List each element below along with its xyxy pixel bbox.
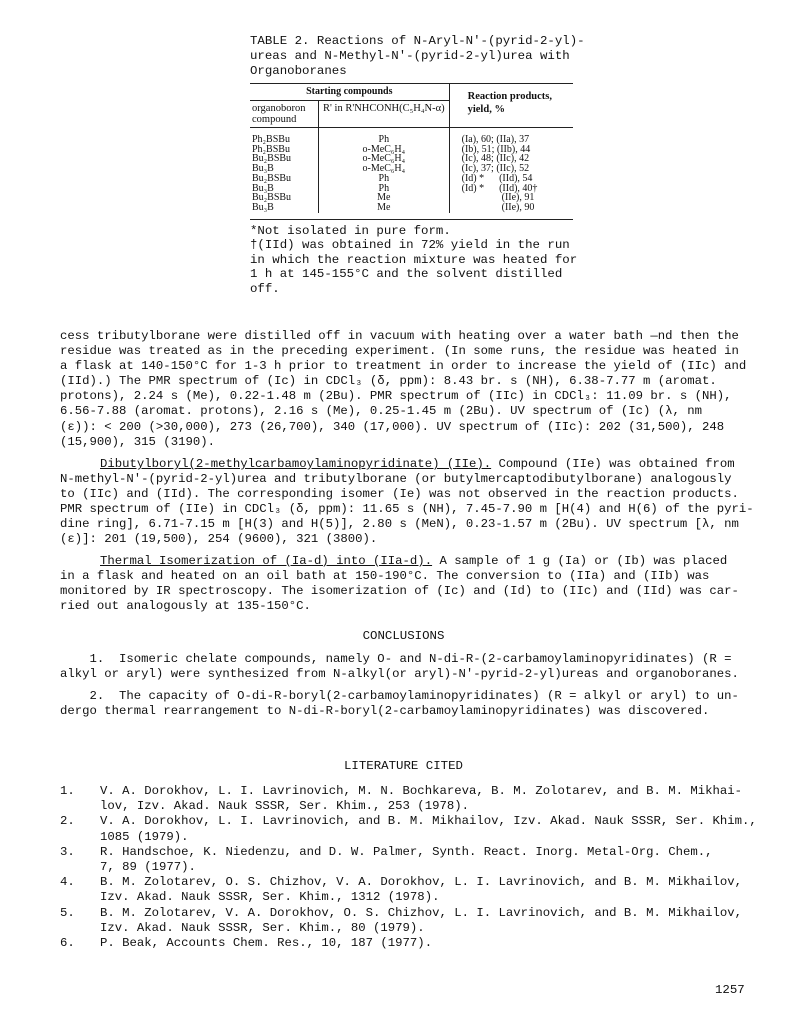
reference-line: 1085 (1979). (100, 829, 189, 844)
text-line: ried out analogously at 135-150°C. (60, 599, 311, 614)
reference-list (60, 784, 780, 951)
header-reaction-products (449, 84, 573, 128)
text-line: a flask at 140-150°C for 1-3 h prior to treatment in order to increase the yield of (IIc) and (60, 359, 747, 374)
caption-line: TABLE 2. Reactions of N-Aryl-N'-(pyrid-2-yl)- (250, 34, 585, 48)
reference-line: B. M. Zolotarev, O. S. Chizhov, V. A. Dorokhov, L. I. Lavrinovich, and B. M. Mikhailov, (100, 875, 743, 890)
footnote-line: in which the reaction mixture was heated for (250, 252, 578, 267)
footnote-line: off. (250, 282, 280, 296)
conclusion-2 (60, 689, 774, 719)
reference-line: Izv. Akad. Nauk SSSR, Ser. Khim., 80 (1979). (100, 920, 425, 935)
text-line: 2. The capacity of O-di-R-boryl(2-carbamoylaminopyridinates) (R = alkyl or aryl) to un- (60, 689, 739, 703)
footnote-line: *Not isolated in pure form. (250, 223, 451, 238)
header-organoboron-line: organoboron (252, 103, 306, 114)
text-line: (IId).) The PMR spectrum of (Ic) in CDCl₃ (δ, ppm): 8.43 br. s (NH), 6.38-7.77 m (aromat. (60, 374, 717, 389)
table-2 (250, 34, 585, 297)
footnote-line: 1 h at 145-155°C and the solvent distilled (250, 267, 563, 282)
page-number: 1257 (715, 983, 745, 997)
column-products: (Ia), 60; (IIa), 37 (Ib), 51; (IIb), 44 (Ic), 48; (IIc), 42 (Ic), 37; (IIc), 52 (Id) * (IId), 54 (Id) * (IId), 40† (IIe), 91 (IIe), 90 (461, 134, 538, 213)
header-products-line: Reaction products, (467, 91, 552, 102)
reference-item (60, 845, 780, 875)
reference-line: P. Beak, Accounts Chem. Res., 10, 187 (1977). (100, 936, 433, 951)
header-products-line: yield, % (467, 104, 505, 115)
conclusion-1 (60, 652, 774, 682)
paragraph-experimental (60, 329, 774, 450)
text-line: protons), 2.24 s (Me), 0.22-1.48 m (2Bu). PMR spectrum of (IIc) in CDCl₃: 11.09 br. s (NH), (60, 389, 732, 404)
text-line: to (IIc) and (IId). The corresponding isomer (Ie) was not observed in the reaction products. (60, 487, 739, 502)
section-title: Dibutylboryl(2-methylcarbamoylaminopyridinate) (IIe). (100, 457, 492, 471)
text-line: dine ring], 6.71-7.15 m [H(3) and H(5)], 2.80 s (MeN), 0.23-1.57 m (2Bu). UV spectrum [λ, nm (60, 517, 739, 532)
reference-number: 6. (60, 936, 75, 951)
column-r-substituent: Ph o-MeC₆H₄ o-MeC₆H₄ o-MeC₆H₄ Ph Ph Me Me (319, 128, 450, 213)
reference-line: V. A. Dorokhov, L. I. Lavrinovich, and B. M. Mikhailov, Izv. Akad. Nauk SSSR, Ser. Khim., (100, 814, 757, 829)
text-span: A sample of 1 g (Ia) or (Ib) was placed (432, 554, 728, 568)
text-line: 6.56-7.88 (aromat. protons), 2.16 s (Me), 0.25-1.45 m (2Bu). UV spectrum of (Ic) (λ, nm (60, 404, 703, 419)
reference-line: R. Handschoe, K. Niedenzu, and D. W. Palmer, Synth. React. Inorg. Metal-Org. Chem., (100, 844, 713, 859)
paragraph-thermal-isomerization (60, 554, 774, 614)
reference-line: V. A. Dorokhov, L. I. Lavrinovich, M. N. Bochkareva, B. M. Zolotarev, and B. M. Mikhai- (100, 784, 743, 798)
text-line: alkyl or aryl) were synthesized from N-alkyl(or aryl)-N'-pyrid-2-yl)ureas and organoboranes. (60, 667, 739, 682)
text-line: (15,900), 315 (3190). (60, 434, 215, 449)
header-r-substituent: R' in R'NHCONH(C₅H₄N-α) (319, 101, 450, 128)
text-line: N-methyl-N'-(pyrid-2-yl)urea and tributylborane (or butylmercaptodibutylborane) analogously (60, 472, 732, 487)
text-span: Compound (IIe) was obtained from (491, 457, 735, 471)
caption-line: Organoboranes (250, 64, 347, 78)
reference-number: 4. (60, 875, 75, 890)
reference-item (60, 784, 780, 814)
text-line: cess tributylborane were distilled off in vacuum with heating over a water bath —nd then the (60, 329, 739, 343)
text-line: dergo thermal rearrangement to N-di-R-boryl(2-carbamoylaminopyridinates) was discovered. (60, 704, 710, 719)
table-footnotes (250, 224, 580, 297)
reference-item (60, 814, 780, 844)
reference-line: 7, 89 (1977). (100, 860, 196, 875)
header-organoboron-line: compound (252, 114, 297, 125)
literature-heading: LITERATURE CITED (344, 759, 463, 773)
reference-number: 2. (60, 814, 75, 829)
text-line: monitored by IR spectroscopy. The isomerization of (Ic) and (Id) to (IIc) and (IId) was car- (60, 584, 739, 599)
text-line (60, 457, 774, 472)
text-line: 1. Isomeric chelate compounds, namely O- and N-di-R-(2-carbamoylaminopyridinates) (R = (60, 652, 732, 666)
conclusions-heading: CONCLUSIONS (362, 629, 445, 643)
text-line: (ε)): < 200 (>30,000), 273 (26,700), 340 (17,000). UV spectrum of (IIc): 202 (31,500), 248 (60, 419, 725, 434)
section-title: Thermal Isomerization of (Ia-d) into (IIa-d). (100, 554, 433, 568)
table-bottom-rule (250, 213, 573, 220)
footnote-line: †(IId) was obtained in 72% yield in the run (250, 238, 570, 253)
reaction-table (250, 83, 573, 220)
table-caption (250, 34, 585, 79)
reference-number: 3. (60, 844, 75, 859)
reference-number: 1. (60, 784, 75, 798)
header-starting-compounds: Starting compounds (250, 84, 449, 101)
text-line (60, 554, 774, 569)
text-line: PMR spectrum of (IIe) in CDCl₃ (δ, ppm): 11.65 s (NH), 7.45-7.90 m [H(4) and H(6) of the pyri- (60, 502, 754, 517)
paragraph-dibutylboryl (60, 457, 774, 548)
reference-item (60, 906, 780, 936)
text-line: (ε)]: 201 (19,500), 254 (9600), 321 (3800). (60, 532, 378, 547)
reference-line: lov, Izv. Akad. Nauk SSSR, Ser. Khim., 253 (1978). (100, 799, 469, 814)
reference-item (60, 875, 780, 905)
reference-number: 5. (60, 905, 75, 920)
reference-item (60, 936, 780, 951)
header-organoboron (250, 101, 319, 128)
text-line: residue was treated as in the preceding experiment. (In some runs, the residue was heated in (60, 344, 739, 359)
reference-line: B. M. Zolotarev, V. A. Dorokhov, O. S. Chizhov, L. I. Lavrinovich, and B. M. Mikhailov, (100, 905, 743, 920)
text-line: in a flask and heated on an oil bath at 150-190°C. The conversion to (IIa) and (IIb) was (60, 569, 710, 584)
reference-line: Izv. Akad. Nauk SSSR, Ser. Khim., 1312 (1978). (100, 890, 440, 905)
caption-line: ureas and N-Methyl-N'-(pyrid-2-yl)urea with (250, 49, 570, 63)
column-organoboron: Ph₂BSBu Ph₂BSBu Bu₂BSBu Bu₃B Bu₂BSBu Bu₃B Bu₂BSBu Bu₃B (250, 128, 319, 213)
